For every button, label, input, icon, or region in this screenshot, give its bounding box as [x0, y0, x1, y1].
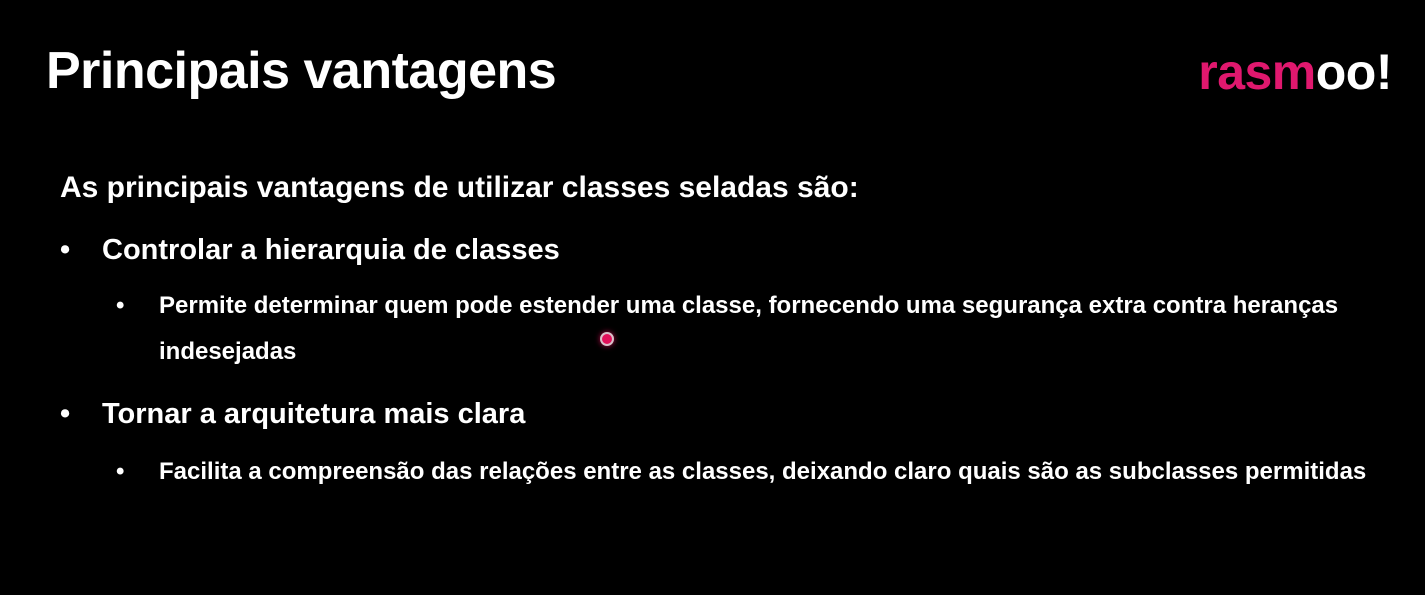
sub-bullet-text: Facilita a compreensão das relações entre as classes, deixando claro quais são as subclasses permitidas — [159, 458, 1367, 485]
sub-bullet-text: Permite determinar quem pode estender uma classe, fornecendo uma segurança extra contra heranças indesejadas — [159, 292, 1339, 365]
rasmoo-logo — [1198, 42, 1392, 102]
bullet-dot: • — [60, 398, 71, 430]
bullet-label: Controlar a hierarquia de classes — [102, 234, 560, 266]
logo-brand-part: rasm — [1198, 44, 1316, 100]
intro-text: As principais vantagens de utilizar classes seladas são: — [60, 171, 859, 204]
laser-pointer — [602, 334, 612, 344]
sub-bullet-dot: • — [116, 292, 125, 319]
logo-rest-part: oo! — [1315, 44, 1392, 100]
bullet-dot: • — [60, 234, 71, 266]
bullet-label: Tornar a arquitetura mais clara — [102, 398, 526, 430]
sub-bullet-dot: • — [116, 458, 125, 485]
slide-title: Principais vantagens — [46, 42, 557, 100]
